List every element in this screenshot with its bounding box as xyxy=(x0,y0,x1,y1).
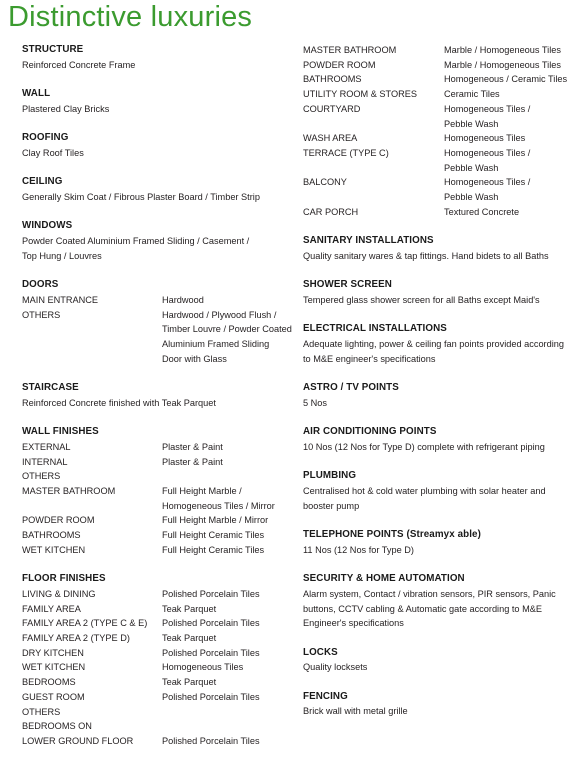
spec-row xyxy=(303,87,569,102)
spec-label: MASTER BATHROOM xyxy=(22,485,116,496)
text-line: Powder Coated Aluminium Framed Sliding / Casement / xyxy=(22,236,250,247)
spec-label: TERRACE (TYPE C) xyxy=(303,147,389,158)
spec-value xyxy=(444,43,561,58)
spec-row xyxy=(22,587,290,602)
spec-value-line: Homogeneous Tiles xyxy=(444,133,526,144)
spec-row xyxy=(303,175,569,204)
section-sanitary-installations xyxy=(303,234,569,263)
spec-value xyxy=(162,528,264,543)
section-fencing xyxy=(303,690,569,719)
specifications-right-column xyxy=(303,43,569,734)
spec-value xyxy=(162,469,165,484)
spec-label: LIVING & DINING xyxy=(22,588,96,599)
spec-row xyxy=(22,543,290,558)
section-heading: LOCKS xyxy=(303,646,338,658)
spec-label: BATHROOMS xyxy=(22,530,81,541)
spec-value xyxy=(162,690,260,705)
spec-row xyxy=(22,484,290,513)
spec-row xyxy=(22,469,290,484)
spec-value xyxy=(162,705,165,720)
spec-label: COURTYARD xyxy=(303,103,361,114)
section-shower-screen xyxy=(303,278,569,307)
spec-row xyxy=(22,293,290,308)
section-windows xyxy=(22,219,290,263)
spec-label: WET KITCHEN xyxy=(22,662,86,673)
section-text xyxy=(22,190,290,205)
spec-row xyxy=(22,660,290,675)
spec-value xyxy=(162,440,223,455)
spec-value xyxy=(162,293,204,308)
spec-value-line: Teak Parquet xyxy=(162,603,217,614)
spec-value-line: Full Height Marble / Mirror xyxy=(162,515,269,526)
spec-label: FAMILY AREA 2 (TYPE C & E) xyxy=(22,618,148,629)
section-heading: CEILING xyxy=(22,176,63,188)
spec-value-line: Full Height Ceramic Tiles xyxy=(162,544,265,555)
section-text xyxy=(303,249,569,264)
spec-value xyxy=(162,734,260,749)
section-electrical-installations xyxy=(303,322,569,366)
spec-row xyxy=(303,58,569,73)
section-heading: ROOFING xyxy=(22,132,69,144)
section-text xyxy=(22,396,290,411)
text-line: Generally Skim Coat / Fibrous Plaster Board / Timber Strip xyxy=(22,191,260,202)
spec-value xyxy=(162,587,260,602)
spec-label: LOWER GROUND FLOOR xyxy=(22,735,134,746)
spec-value xyxy=(162,646,260,661)
text-line: Quality sanitary wares & tap fittings. Hand bidets to all Baths xyxy=(303,250,549,261)
section-heading: STRUCTURE xyxy=(22,44,84,55)
text-line: 10 Nos (12 Nos for Type D) complete with refrigerant piping xyxy=(303,441,545,452)
spec-label: MASTER BATHROOM xyxy=(303,45,397,55)
spec-value xyxy=(444,131,525,146)
spec-row xyxy=(22,528,290,543)
spec-value xyxy=(444,72,567,87)
spec-row xyxy=(22,690,290,705)
spec-row xyxy=(303,146,569,175)
spec-row xyxy=(303,72,569,87)
section-heading: STAIRCASE xyxy=(22,382,79,394)
spec-row xyxy=(22,513,290,528)
section-doors xyxy=(22,278,290,366)
spec-value-line: Polished Porcelain Tiles xyxy=(162,618,260,629)
text-line: 11 Nos (12 Nos for Type D) xyxy=(303,544,414,555)
spec-label: DRY KITCHEN xyxy=(22,647,84,658)
spec-value-line: Plaster & Paint xyxy=(162,456,223,467)
section-text xyxy=(303,587,569,631)
spec-row xyxy=(303,43,569,58)
spec-row xyxy=(22,734,290,749)
section-text xyxy=(303,660,569,675)
spec-label: OTHERS xyxy=(22,706,61,717)
spec-value-line: Homogeneous Tiles / Mirror xyxy=(162,500,275,511)
spec-label: CAR PORCH xyxy=(303,206,359,217)
section-ceiling xyxy=(22,175,290,204)
spec-value xyxy=(162,631,216,646)
spec-row xyxy=(22,705,290,720)
spec-value xyxy=(162,513,268,528)
spec-row xyxy=(22,719,290,734)
spec-value-line: Hardwood / Plywood Flush / xyxy=(162,309,277,320)
spec-value xyxy=(162,602,216,617)
section-locks xyxy=(303,646,569,675)
spec-value-line: Pebble Wash xyxy=(444,192,499,203)
section-security-home-automation xyxy=(303,572,569,631)
spec-value-line: Aluminium Framed Sliding xyxy=(162,338,270,349)
page-title: Distinctive luxuries xyxy=(8,1,253,33)
spec-value xyxy=(162,455,223,470)
spec-value-line: Pebble Wash xyxy=(444,118,499,129)
spec-value xyxy=(444,87,500,102)
specifications-left-column xyxy=(22,43,290,763)
spec-row xyxy=(22,308,290,367)
section-wall xyxy=(22,87,290,116)
spec-label: BEDROOMS xyxy=(22,677,76,688)
spec-row xyxy=(22,455,290,470)
section-heading: DOORS xyxy=(22,279,59,291)
spec-value xyxy=(162,719,165,734)
spec-row xyxy=(22,675,290,690)
section-staircase xyxy=(22,381,290,410)
text-line: to M&E engineer's specifications xyxy=(303,353,436,364)
section-roofing xyxy=(22,131,290,160)
spec-row xyxy=(22,631,290,646)
spec-value xyxy=(444,175,530,204)
section-wall-finishes xyxy=(22,425,290,557)
spec-label: EXTERNAL xyxy=(22,441,71,452)
section-text xyxy=(303,396,569,411)
section-continued xyxy=(303,43,569,219)
spec-value xyxy=(162,616,260,631)
section-text xyxy=(303,337,569,366)
spec-value-line: Marble / Homogeneous Tiles xyxy=(444,59,561,70)
spec-label: BATHROOMS xyxy=(303,74,362,85)
section-text xyxy=(22,102,290,117)
spec-label: OTHERS xyxy=(22,471,61,482)
spec-label: OTHERS xyxy=(22,309,61,320)
spec-value-line: Polished Porcelain Tiles xyxy=(162,691,260,702)
spec-row xyxy=(22,440,290,455)
section-astro-tv-points xyxy=(303,381,569,410)
spec-value-line: Door with Glass xyxy=(162,353,227,364)
spec-row xyxy=(22,602,290,617)
spec-label: BALCONY xyxy=(303,177,347,188)
spec-value-line: Marble / Homogeneous Tiles xyxy=(444,45,561,55)
spec-label: FAMILY AREA 2 (TYPE D) xyxy=(22,633,130,643)
spec-row xyxy=(303,102,569,131)
spec-label: POWDER ROOM xyxy=(303,59,376,70)
spec-value-line xyxy=(162,469,165,484)
text-line: Reinforced Concrete finished with Teak Parquet xyxy=(22,397,216,408)
spec-value-line: Teak Parquet xyxy=(162,677,217,688)
spec-value-line: Ceramic Tiles xyxy=(444,89,500,100)
text-line: Plastered Clay Bricks xyxy=(22,103,110,114)
spec-value-line: Homogeneous Tiles / xyxy=(444,147,531,158)
text-line: 5 Nos xyxy=(303,397,328,408)
spec-value-line: Hardwood xyxy=(162,294,204,305)
spec-value-line: Homogeneous Tiles xyxy=(162,662,244,673)
section-heading: PLUMBING xyxy=(303,470,357,482)
spec-label: UTILITY ROOM & STORES xyxy=(303,89,418,100)
spec-value xyxy=(162,660,243,675)
section-text xyxy=(303,484,569,513)
section-heading: TELEPHONE POINTS (Streamyx able) xyxy=(303,529,481,541)
section-heading: ASTRO / TV POINTS xyxy=(303,382,399,394)
section-heading: AIR CONDITIONING POINTS xyxy=(303,426,437,438)
spec-value-line: Homogeneous Tiles / xyxy=(444,177,531,188)
section-text xyxy=(303,543,569,558)
spec-label: GUEST ROOM xyxy=(22,691,85,702)
spec-value-line: Full Height Ceramic Tiles xyxy=(162,530,265,541)
spec-row xyxy=(303,131,569,146)
spec-row xyxy=(22,616,290,631)
spec-value-line: Polished Porcelain Tiles xyxy=(162,588,260,599)
section-heading: WALL xyxy=(22,88,51,100)
spec-label: FAMILY AREA xyxy=(22,603,81,614)
spec-value-line: Textured Concrete xyxy=(444,206,520,217)
section-heading: SECURITY & HOME AUTOMATION xyxy=(303,573,465,585)
section-text xyxy=(303,704,569,719)
spec-row xyxy=(303,205,569,220)
spec-value-line: Timber Louvre / Powder Coated xyxy=(162,324,292,335)
text-line: buttons, CCTV cabling & Automatic gate according to M&E xyxy=(303,603,542,614)
spec-row xyxy=(22,646,290,661)
section-floor-finishes xyxy=(22,572,290,748)
spec-value xyxy=(162,484,275,513)
text-line: Engineer's specifications xyxy=(303,618,404,629)
section-text xyxy=(303,440,569,455)
text-line: Adequate lighting, power & ceiling fan points provided according xyxy=(303,339,564,350)
spec-value-line: Homogeneous Tiles / xyxy=(444,103,531,114)
text-line: Clay Roof Tiles xyxy=(22,147,84,158)
section-heading: FLOOR FINISHES xyxy=(22,573,106,585)
spec-value-line: Polished Porcelain Tiles xyxy=(162,735,260,746)
text-line: Quality locksets xyxy=(303,662,368,673)
spec-value-line xyxy=(162,705,165,720)
spec-value xyxy=(444,58,561,73)
spec-value-line: Pebble Wash xyxy=(444,162,499,173)
spec-value-line: Full Height Marble / xyxy=(162,485,242,496)
text-line: Reinforced Concrete Frame xyxy=(22,59,136,70)
spec-value-line: Teak Parquet xyxy=(162,633,217,643)
section-structure xyxy=(22,43,290,72)
spec-value xyxy=(444,146,530,175)
section-telephone-points-streamyx-able xyxy=(303,528,569,557)
text-line: Centralised hot & cold water plumbing with solar heater and xyxy=(303,486,546,496)
text-line: Brick wall with metal grille xyxy=(303,706,408,717)
section-text xyxy=(303,293,569,308)
section-heading: FENCING xyxy=(303,690,348,702)
text-line: Tempered glass shower screen for all Baths except Maid's xyxy=(303,294,540,305)
spec-value xyxy=(162,675,216,690)
spec-value xyxy=(444,205,519,220)
spec-value xyxy=(162,308,292,367)
spec-value xyxy=(162,543,264,558)
spec-label: POWDER ROOM xyxy=(22,515,95,526)
spec-label: MAIN ENTRANCE xyxy=(22,294,99,305)
section-heading: WALL FINISHES xyxy=(22,426,99,438)
section-text xyxy=(22,58,290,73)
text-line: Top Hung / Louvres xyxy=(22,250,102,261)
section-air-conditioning-points xyxy=(303,425,569,454)
text-line: booster pump xyxy=(303,500,360,511)
section-text xyxy=(22,146,290,161)
spec-label: INTERNAL xyxy=(22,456,68,467)
spec-value-line xyxy=(162,719,165,734)
section-text xyxy=(22,234,290,263)
spec-value-line: Plaster & Paint xyxy=(162,441,223,452)
text-line: Alarm system, Contact / vibration sensors, PIR sensors, Panic xyxy=(303,588,556,599)
spec-value-line: Homogeneous / Ceramic Tiles xyxy=(444,74,568,85)
spec-value-line: Polished Porcelain Tiles xyxy=(162,647,260,658)
section-plumbing xyxy=(303,469,569,513)
section-heading: SANITARY INSTALLATIONS xyxy=(303,235,434,247)
spec-label: WASH AREA xyxy=(303,133,358,144)
section-heading: SHOWER SCREEN xyxy=(303,279,392,291)
section-heading: ELECTRICAL INSTALLATIONS xyxy=(303,323,447,335)
section-heading: WINDOWS xyxy=(22,220,73,232)
spec-label: WET KITCHEN xyxy=(22,544,86,555)
spec-value xyxy=(444,102,530,131)
spec-label: BEDROOMS ON xyxy=(22,721,92,732)
